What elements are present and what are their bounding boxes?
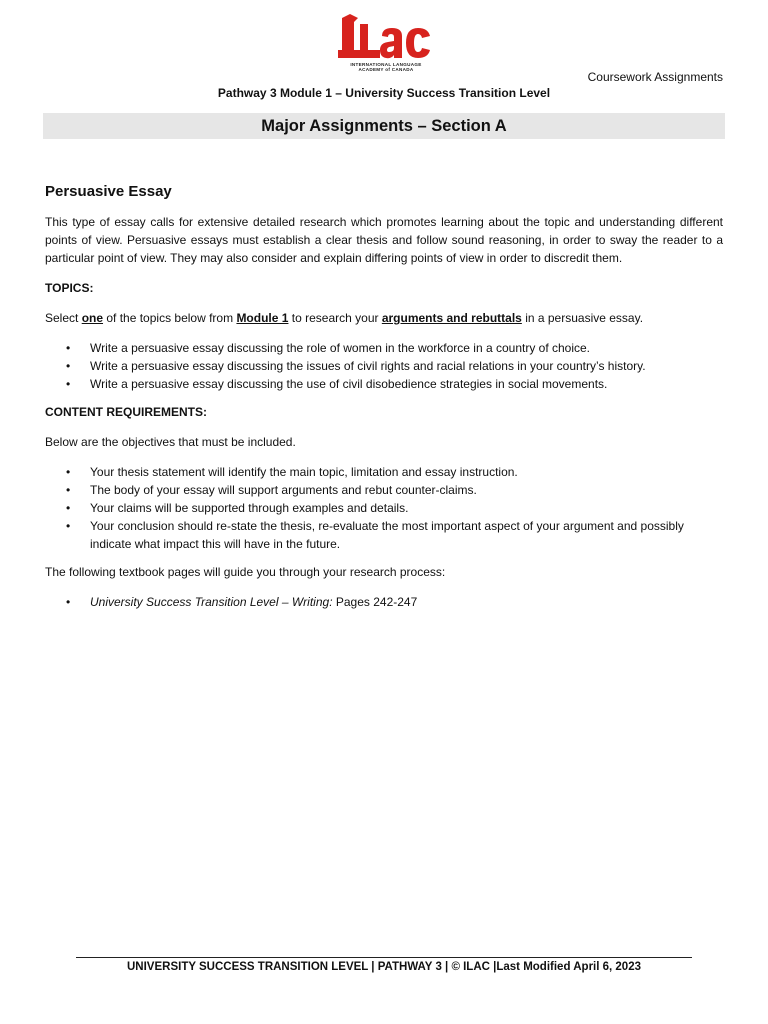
- topics-list: [45, 339, 723, 393]
- footer-divider: [76, 957, 692, 958]
- ilac-logo: [336, 14, 434, 76]
- logo-subtext-line-2: ACADEMY of CANADA: [358, 67, 414, 73]
- page-title: Major Assignments – Section A: [43, 113, 725, 139]
- select-text-4: in a persuasive essay.: [521, 311, 644, 325]
- select-instruction: [45, 309, 723, 327]
- textbook-pages: Pages 242-247: [332, 595, 418, 609]
- list-item: • Your claims will be supported through examples and details.: [45, 499, 723, 517]
- list-item: [45, 593, 723, 611]
- essay-intro: This type of essay calls for extensive detailed research which promotes learning about the topic and understanding different points of view. Persuasive essays must establish a clear thesis and follow sound reasoning, in order to sway the reader to a particular point of view. They may also consider and explain differing points of view in order to discredit them.: [45, 215, 723, 265]
- header-section-label: Coursework Assignments: [587, 70, 723, 84]
- select-emphasis-module: Module 1: [236, 311, 289, 325]
- textbook-list: [45, 593, 723, 611]
- list-item: • The body of your essay will support arguments and rebut counter-claims.: [45, 481, 723, 499]
- list-item: • Write a persuasive essay discussing the issues of civil rights and racial relations in your country’s history.: [45, 357, 723, 375]
- list-item: • Write a persuasive essay discussing the role of women in the workforce in a country of choice.: [45, 339, 723, 357]
- page-footer: UNIVERSITY SUCCESS TRANSITION LEVEL | PATHWAY 3 | © ILAC |Last Modified April 6, 2023: [127, 961, 641, 973]
- objectives-list: [45, 463, 723, 553]
- main-content: [45, 183, 723, 621]
- list-item: • Your thesis statement will identify the main topic, limitation and essay instruction.: [45, 463, 723, 481]
- header-subtitle: Pathway 3 Module 1 – University Success Transition Level: [217, 86, 551, 100]
- select-emphasis-one: one: [81, 311, 104, 325]
- textbook-title: University Success Transition Level – Writing:: [90, 595, 333, 609]
- list-item: • Your conclusion should re-state the thesis, re-evaluate the most important aspect of your argument and possibly indicate what impact this will have in the future.: [45, 517, 723, 553]
- ilac-logo-mark: [336, 14, 434, 60]
- objectives-intro: Below are the objectives that must be included.: [45, 435, 296, 449]
- select-text-2: of the topics below from: [103, 311, 237, 325]
- logo-subtext-line-1: INTERNATIONAL LANGUAGE: [350, 62, 422, 67]
- textbook-intro: The following textbook pages will guide you through your research process:: [45, 565, 446, 579]
- essay-heading: Persuasive Essay: [45, 183, 172, 200]
- select-emphasis-arguments: arguments and rebuttals: [381, 311, 522, 325]
- topics-label: TOPICS:: [45, 281, 94, 295]
- content-requirements-label: CONTENT REQUIREMENTS:: [45, 405, 207, 419]
- list-item: • Write a persuasive essay discussing the use of civil disobedience strategies in social movements.: [45, 375, 723, 393]
- logo-subtext: [338, 62, 434, 73]
- select-text-1: Select: [45, 311, 82, 325]
- select-text-3: to research your: [288, 311, 382, 325]
